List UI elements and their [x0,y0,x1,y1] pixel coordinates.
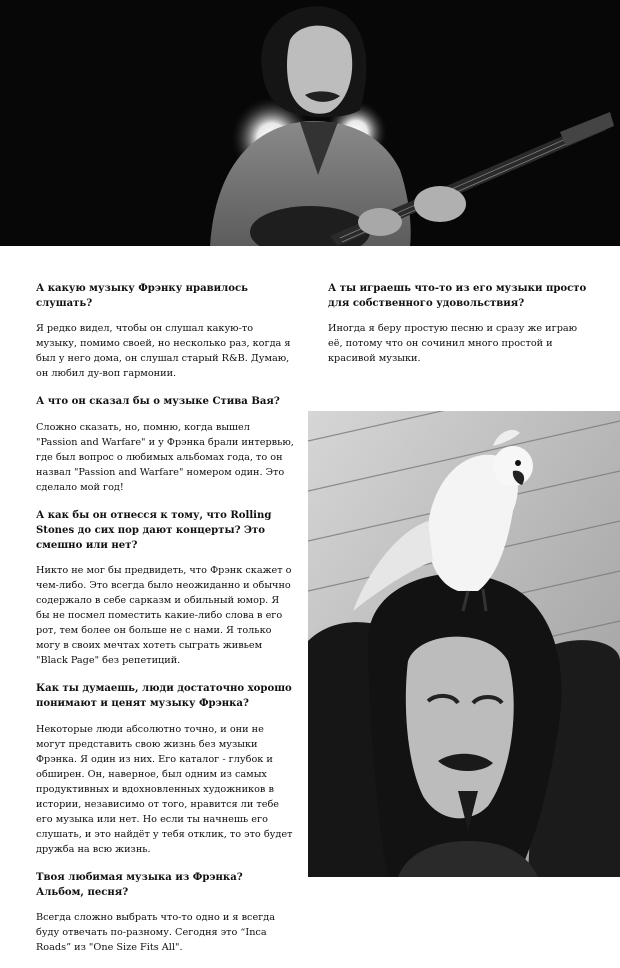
answer-paragraph: Сложно сказать, но, помню, когда вышел "Passion and Warfare" и у Фрэнка брали интервью, где был вопрос о любимых альбомах года, то он назвал "Passion and Warfare" номером один. Это сделало мой год! [36,421,294,493]
answer-paragraph: Никто не мог бы предвидеть, что Фрэнк скажет о чем-либо. Это всегда было неожиданно и обычно содержало в себе сарказм и обильный юмор. Я бы не посмел поместить какие-либо слова в его рот, тем более он больше не с нами. Я только могу в своих мечтах хотеть сыграть живьем "Black Page" без репетиций. [36,565,292,667]
answer-paragraph: Всегда сложно выбрать что-то одно и я всегда буду отвечать по-разному. Сегодня это “Inca Roads” из "One Size Fits All". [36,912,276,954]
question-heading: А что он сказал бы о музыке Стива Вая? [36,396,280,408]
portrait-with-cockatoo-photo [308,411,620,877]
question-heading: Как ты думаешь, люди достаточно хорошо понимают и ценят музыку Фрэнка? [36,683,292,710]
question-heading: Твоя любимая музыка из Фрэнка? Альбом, песня? [36,871,243,898]
question-heading: А какую музыку Фрэнку нравилось слушать? [36,283,248,310]
interview-right-column [328,281,590,379]
answer-paragraph: Некоторые люди абсолютно точно, и они не могут представить свою жизнь без музыки Фрэнка. Я один из них. Его каталог - глубок и обширен. Он, наверное, был одним из самых продуктивных и вдохновленных художников в истории, независимо от того, нравится ли тебе его музыка или нет. Но если ты начнешь его слушать, и это найдёт у тебя отклик, то это будет дружба на всю жизнь. [36,723,293,855]
answer-paragraph: Я редко видел, чтобы он слушал какую-то музыку, помимо своей, но несколько раз, когда я был у него дома, он слушал старый R&B. Думаю, он любил ду-воп гармонии. [36,323,291,380]
question-heading: А ты играешь что-то из его музыки просто для собственного удовольствия? [328,283,587,310]
guitarist-photo [0,0,620,246]
question-heading: А как бы он отнесся к тому, что Rolling Stones до сих пор дают концерты? Это смешно или нет? [36,509,272,552]
answer-paragraph: Иногда я беру простую песню и сразу же играю её, потому что он сочинил много простой и красивой музыки. [328,323,578,365]
interview-left-column [36,281,294,968]
